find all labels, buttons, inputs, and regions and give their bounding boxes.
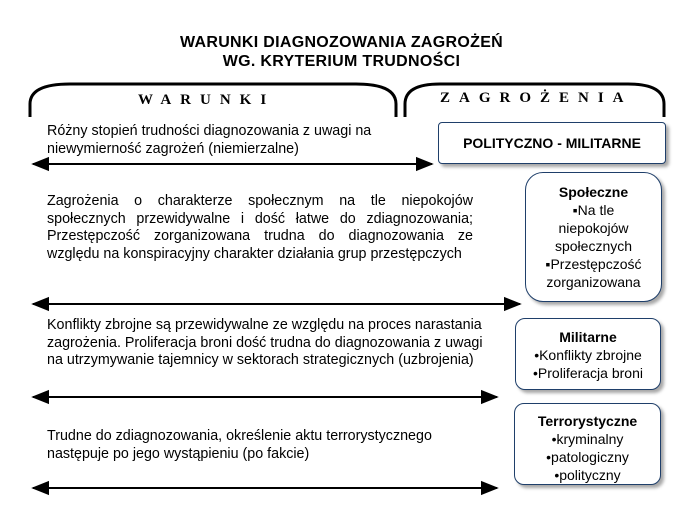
terrorystyczne-item: •patologiczny (546, 449, 629, 465)
militarne-item: •Proliferacja broni (533, 365, 643, 381)
row-3-text: Konflikty zbrojne są przewidywalne ze względu na proces narastania zagrożenia. Proliferacja broni dość trudna do diagnozowania z uwagi na utrzymywanie tajemnicy w sektorach strategicznych (uzbrojenia) (47, 317, 483, 368)
spoleczne-item: ▪Przestępczość zorganizowana (545, 256, 642, 290)
terrorystyczne-item: •kryminalny (551, 431, 624, 447)
militarne-item: •Konflikty zbrojne (534, 347, 642, 363)
row-2-text: Zagrożenia o charakterze społecznym na tle niepokojów społecznych przewidywalne i dość łatwe do zdiagnozowania; Przestępczość zorganizowana trudna do diagnozowania ze względu na konspiracyjny charakter działania grup przestępczych (47, 193, 473, 262)
title-line-1: WARUNKI DIAGNOZOWANIA ZAGROŻEŃ (179, 34, 504, 51)
terrorystyczne-heading: Terrorystyczne (537, 413, 638, 429)
title-line-2: WG. KRYTERIUM TRUDNOŚCI (222, 53, 461, 70)
militarne-box (515, 318, 661, 390)
spoleczne-item: ▪Na tle niepokojów społecznych (554, 202, 633, 254)
polityczno-militarne-label: POLITYCZNO - MILITARNE (463, 135, 641, 151)
row-1-text: Różny stopień trudności diagnozowania z uwagi na niewymierność zagrożeń (niemierzalne) (47, 123, 372, 157)
warunki-header-label: WARUNKI (138, 92, 276, 108)
row-4-text: Trudne do zdiagnozowania, określenie aktu terrorystycznego następuje po jego wystąpieniu (po fakcie) (47, 428, 432, 462)
militarne-heading: Militarne (559, 329, 617, 345)
zagrozenia-header-label: ZAGROŻENIA (440, 90, 633, 106)
polityczno-militarne-box (438, 122, 666, 164)
spoleczne-box (525, 172, 662, 302)
terrorystyczne-box (514, 403, 661, 485)
terrorystyczne-item: •polityczny (554, 467, 621, 483)
spoleczne-heading: Społeczne (558, 184, 629, 200)
